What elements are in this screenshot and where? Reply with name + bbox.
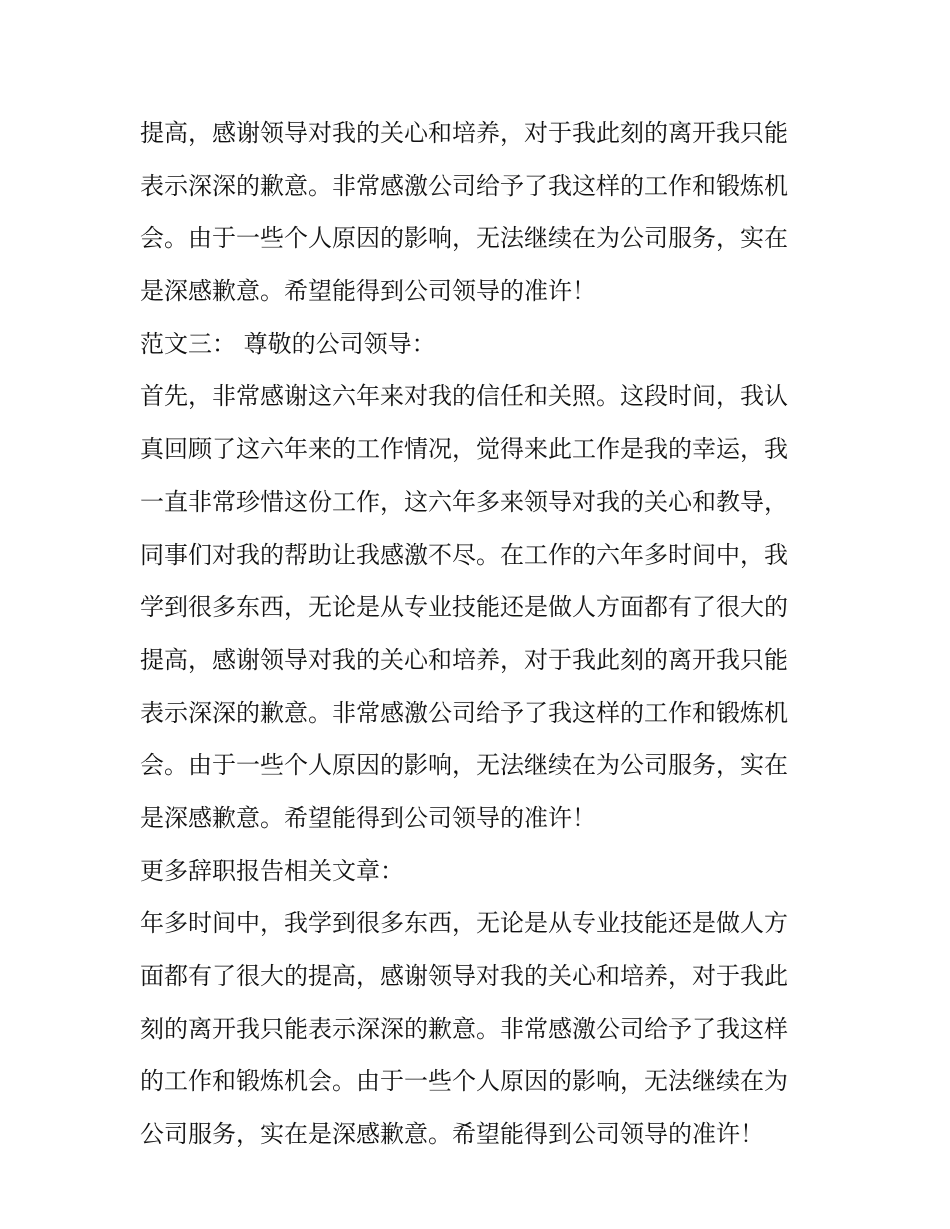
- text-line: 一直非常珍惜这份工作，这六年多来领导对我的关心和教导，: [140, 487, 788, 516]
- text-line: 年多时间中，我学到很多东西，无论是从专业技能还是做人方: [140, 909, 788, 938]
- section-heading: 范文三： 尊敬的公司领导：: [140, 329, 436, 358]
- text-line: 表示深深的歉意。非常感激公司给予了我这样的工作和锻炼机: [140, 171, 788, 200]
- text-line: 是深感歉意。希望能得到公司领导的准许！: [140, 803, 596, 832]
- text-line: 表示深深的歉意。非常感激公司给予了我这样的工作和锻炼机: [140, 698, 788, 727]
- text-line: 同事们对我的帮助让我感激不尽。在工作的六年多时间中，我: [140, 540, 788, 569]
- text-line: 提高，感谢领导对我的关心和培养，对于我此刻的离开我只能: [140, 119, 788, 147]
- text-line: 首先，非常感谢这六年来对我的信任和关照。这段时间，我认: [140, 382, 788, 411]
- text-line: 的工作和锻炼机会。由于一些个人原因的影响，无法继续在为: [140, 1067, 788, 1096]
- text-line: 是深感歉意。希望能得到公司领导的准许！: [140, 277, 596, 306]
- body-text: [140, 107, 820, 1161]
- text-line: 会。由于一些个人原因的影响，无法继续在为公司服务，实在: [140, 224, 788, 253]
- text-line: 会。由于一些个人原因的影响，无法继续在为公司服务，实在: [140, 751, 788, 780]
- text-line: 面都有了很大的提高，感谢领导对我的关心和培养，对于我此: [140, 962, 788, 990]
- text-line: 公司服务，实在是深感歉意。希望能得到公司领导的准许！: [140, 1120, 764, 1149]
- text-line: 提高，感谢领导对我的关心和培养，对于我此刻的离开我只能: [140, 645, 788, 674]
- text-line: 真回顾了这六年来的工作情况，觉得来此工作是我的幸运，我: [140, 435, 788, 464]
- text-line: 学到很多东西，无论是从专业技能还是做人方面都有了很大的: [140, 593, 788, 622]
- related-articles-heading: 更多辞职报告相关文章：: [140, 856, 404, 885]
- text-line: 刻的离开我只能表示深深的歉意。非常感激公司给予了我这样: [140, 1014, 788, 1043]
